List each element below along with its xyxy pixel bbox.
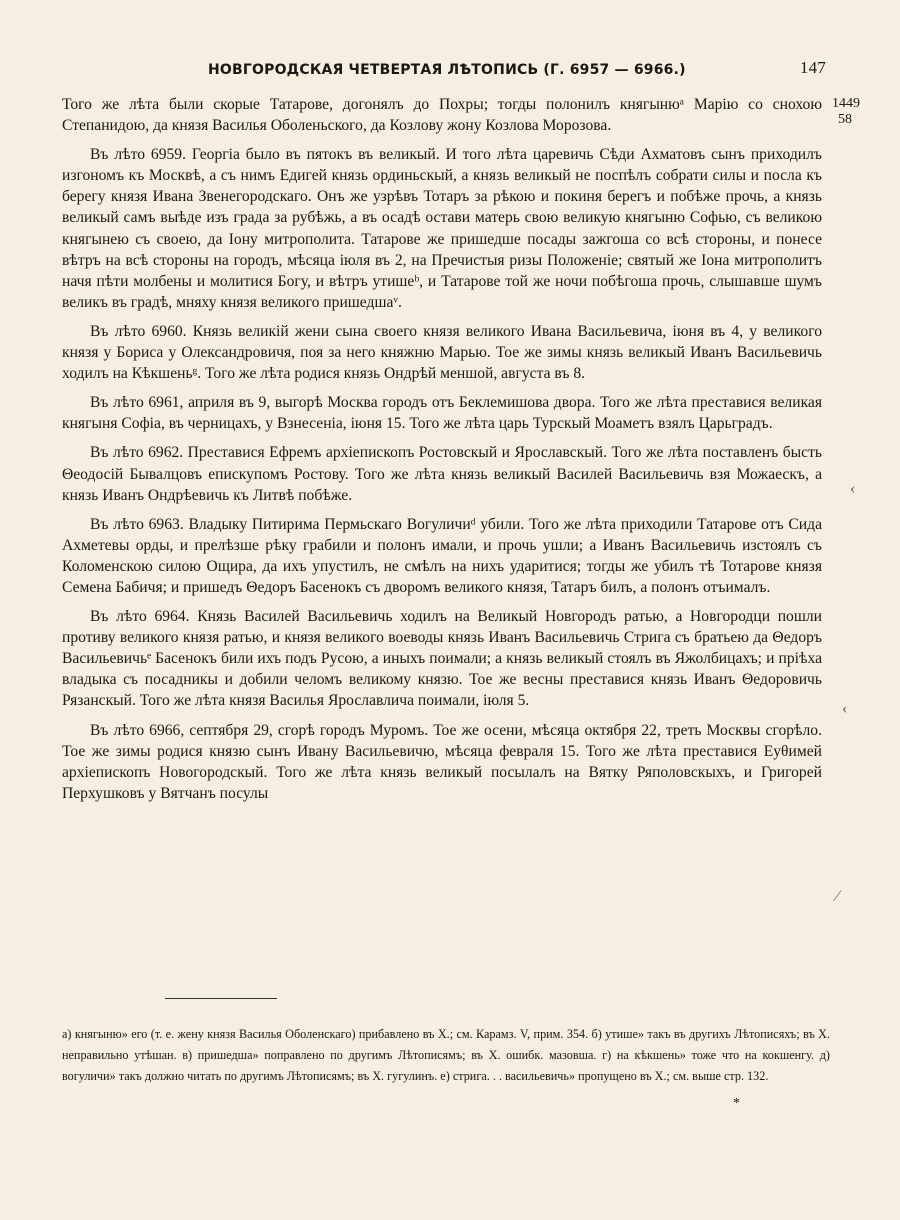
paragraph: Въ лѣто 6966, септября 29, сгорѣ городъ Муромъ. Тое же осени, мѣсяца октября 22, треть Москвы сгорѣло. Тое же зимы родися князю сынъ Ивану Васильевичю, мѣсяца февраля 15. Того же лѣта преставися Еуθимей архіепископъ Новогородскый. Того же лѣта князь великый посылалъ на Вятку Ряполовскыхъ, и Григорей Перхушковъ у Вятчанъ посулы (62, 721, 822, 802)
margin-year-note (832, 96, 860, 128)
paragraph: Въ лѣто 6959. Георгіа было въ пятокъ въ великый. И того лѣта царевичь Сѣди Ахматовъ сынъ приходилъ изгономъ къ Москвѣ, а съ нимъ Едигей князь ординьскый, а князь великый не поспѣлъ собрати силы и посла къ берегу князя Ивана Звенегородскаго. Онъ же узрѣвъ Тотаръ за рѣкою и покиня берегъ и побѣже прочь, а князь великый самъ выѣде изъ града за рубѣжь, а въ осадѣ остави матерь свою великую княгыню Софью, съ великою княгынею съ своею, да Іону митрополита. Татарове же пришедше посады зажгоша со всѣ стороны, и понесе вѣтръ на всѣ стороны на городъ, мѣсяца іюля въ 2, на Пречистыя ризы Положеніе; святый же Іона митрополитъ начя пѣти молбены и молитися Богу, и вѣтръ утишеᵇ, и Татарове той же ночи побѣгоша прочь, слышавше шумъ великъ въ градѣ, мняху князя великого пришедшаᵛ. (62, 146, 822, 311)
margin-mark: ‹ (850, 480, 856, 497)
running-header (200, 58, 840, 80)
margin-mark: ⁄ (836, 888, 839, 905)
chronicle-text (62, 94, 822, 812)
paragraph: Въ лѣто 6964. Князь Василей Васильевичь ходилъ на Великый Новгородъ ратью, а Новгородци пошли противу великого князя ратью, и князя великого воеводы князь Иванъ Васильевичь Стрига съ братьею да Θедоръ Васильевичьᵉ Басенокъ били ихъ подъ Русою, а иныхъ поимали; а князь великый стоялъ въ Яжолбицахъ; и пріѣха владыка съ посадникы и добили челомъ великому князю. Тое же весны преставися князь Иванъ Θедоровичь Рязанскый. Того же лѣта князя Василья Ярославлича поимали, іюля 5. (62, 608, 822, 710)
margin-year: 1449 (832, 96, 860, 111)
paragraph: Въ лѣто 6963. Владыку Питирима Пермьскаго Вогуличиᵈ убили. Того же лѣта приходили Татарове отъ Сида Ахметевы орды, и прелѣзше рѣку грабили и полонъ имали, и прочь ушли; а Иванъ Васильевичь изстоялъ съ Коломенскою силою Ощира, да ихъ упустилъ, не смѣлъ на нихъ ударитися; тогды же убилъ тѣ Тотарове князя Семена Бабичя; и пришедъ Θедоръ Басенокъ съ дворомъ великого князя, Татаръ билъ, а полонъ отъималъ. (62, 515, 822, 596)
paragraph: Въ лѣто 6961, априля въ 9, выгорѣ Москва городъ отъ Беклемишова двора. Того же лѣта преставися великая княгыня Софіа, въ черницахъ, у Взнесеніа, іюня 15. Того же лѣта царь Турскый Моаметъ взялъ Царьградъ. (62, 394, 822, 433)
footnote-star: * (733, 1096, 740, 1111)
page-number: 147 (799, 58, 826, 77)
page-header-title: НОВГОРОДСКАЯ ЧЕТВЕРТАЯ ЛѢТОПИСЬ (Г. 6957 — 6966.) (208, 62, 686, 78)
margin-year-sub: 58 (838, 112, 852, 127)
paragraph: Въ лѣто 6960. Князь великій жени сына своего князя великого Ивана Васильевича, іюня въ 4, у великого князя у Бориса у Олександровичя, поя за него княжню Марью. Тое же зимы князь великый Иванъ Васильевичь ходилъ на Кѣкшеньᵍ. Того же лѣта родися князь Ондрѣй меншой, августа въ 8. (62, 322, 822, 383)
paragraph: Въ лѣто 6962. Преставися Ефремъ архіепископъ Ростовскый и Ярославскый. Того же лѣта поставленъ бысть Θеодосій Бывалцовъ епискупомъ Ростову. Того же лѣта князь великый Василей Васильевичь взя Можаескъ, а князь Иванъ Ондрѣевичь къ Литвѣ побѣже. (62, 444, 822, 504)
margin-mark: ‹ (842, 700, 848, 717)
paragraph: Того же лѣта были скорые Татарове, догонялъ до Похры; тогды полонилъ княгынюᵃ Марію со снохою Степанидою, да князя Василья Оболеньского, да Козлову жону Козлова Морозова. (62, 96, 822, 135)
footnote-divider (165, 998, 277, 999)
footnotes: а) княгыню» его (т. е. жену князя Василья Оболенскаго) прибавлено въ Х.; см. Карамз. V, прим. 354. б) утише» такъ въ другихъ Лѣтописяхъ; въ Х. неправильно утѣшан. в) пришедша» поправлено по другимъ Лѣтописямъ; въ Х. ошибк. мазовша. г) на кѣкшень» тоже что на кокшенгу. д) вогуличи» такъ должно читать по другимъ Лѣтописямъ; въ Х. гугулинъ. е) стрига. . . васильевичь» пропущено въ Х.; см. выше стр. 132. (62, 1027, 830, 1083)
